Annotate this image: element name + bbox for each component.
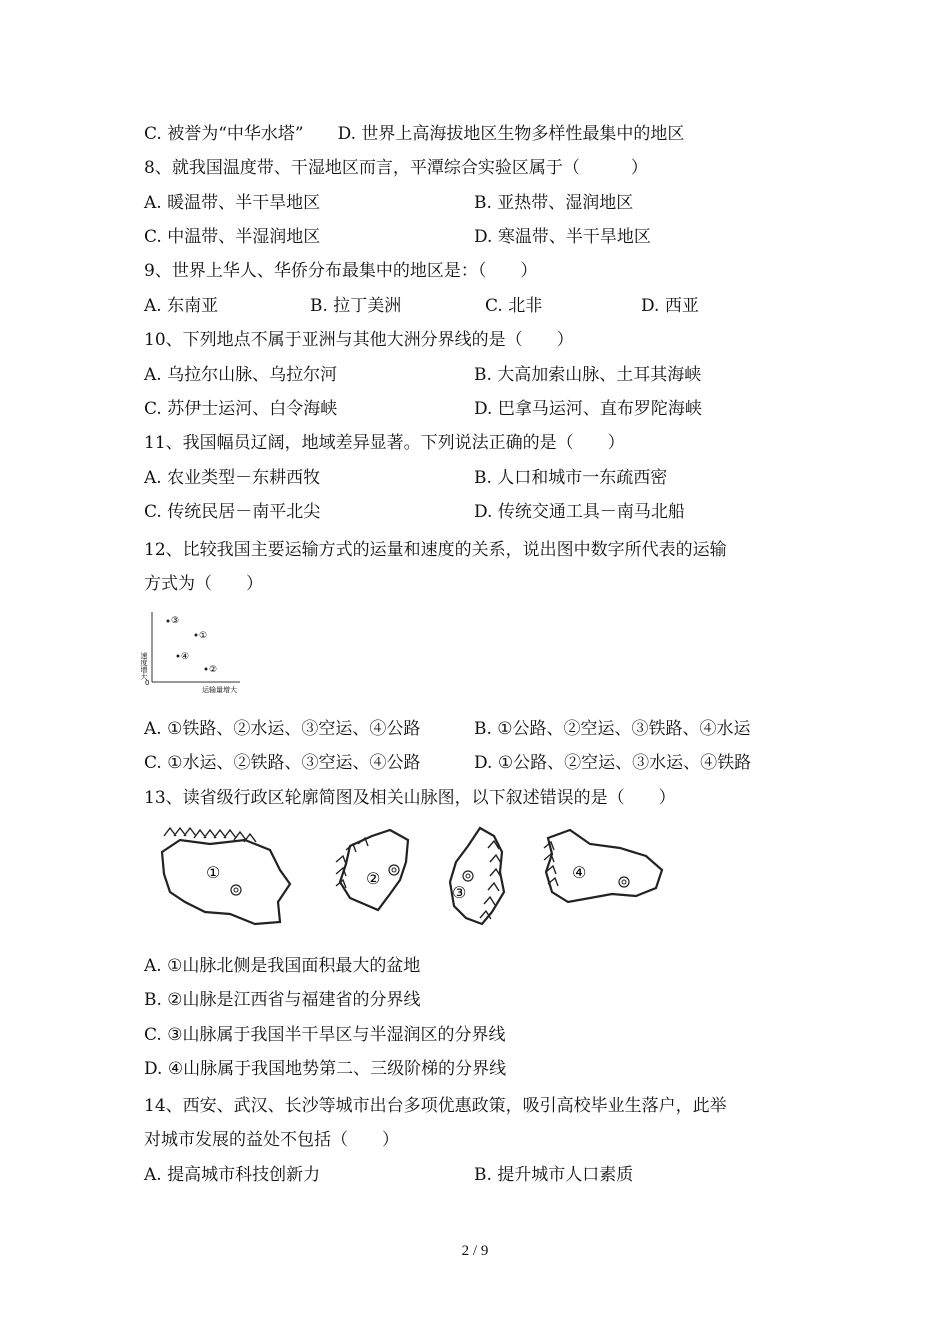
- x-axis-label: 运输量增大: [202, 686, 237, 694]
- q13-option-c: C. ③山脉属于我国半干旱区与半湿润区的分界线: [144, 1025, 506, 1045]
- capital-4: [619, 877, 629, 887]
- question-12-cont: 方式为（ ）: [144, 574, 263, 594]
- point-2: [205, 668, 208, 671]
- q11-option-d: D. 传统交通工具－南马北船: [474, 502, 685, 522]
- mountain-range-3: [480, 841, 501, 919]
- q10-option-d: D. 巴拿马运河、直布罗陀海峡: [474, 399, 702, 419]
- page-number: 2 / 9: [461, 1243, 489, 1259]
- q8-option-b: B. 亚热带、湿润地区: [474, 193, 634, 213]
- province-map-2: [336, 830, 408, 910]
- question-8: 8、就我国温度带、干湿地区而言，平潭综合实验区属于（ ）: [144, 158, 648, 178]
- province-maps: [150, 822, 670, 942]
- question-9: 9、世界上华人、华侨分布最集中的地区是：（ ）: [144, 261, 538, 281]
- point-1: [195, 634, 198, 637]
- q14-option-a: A. 提高城市科技创新力: [144, 1165, 321, 1185]
- question-12: 12、比较我国主要运输方式的运量和速度的关系，说出图中数字所代表的运输: [144, 540, 727, 560]
- map-3-label: ③: [452, 883, 467, 902]
- q9-option-a: A. 东南亚: [144, 296, 219, 316]
- q12-option-a: A. ①铁路、②水运、③空运、④公路: [144, 719, 421, 739]
- province-map-1: [162, 828, 290, 924]
- point-2-label: ②: [209, 665, 218, 675]
- map-1-label: ①: [206, 863, 221, 882]
- map-4-label: ④: [572, 863, 587, 882]
- q9-option-d: D. 西亚: [641, 296, 699, 316]
- question-13: 13、读省级行政区轮廓简图及相关山脉图，以下叙述错误的是（ ）: [144, 788, 676, 808]
- question-11: 11、我国幅员辽阔，地域差异显著。下列说法正确的是（ ）: [144, 433, 625, 453]
- q12-option-b: B. ①公路、②空运、③铁路、④水运: [474, 719, 751, 739]
- y-axis-label: 速度增大: [140, 652, 148, 680]
- point-3-label: ③: [171, 616, 180, 626]
- q11-option-c: C. 传统民居－南平北尖: [144, 502, 321, 522]
- q10-option-c: C. 苏伊士运河、白令海峡: [144, 399, 338, 419]
- q10-option-a: A. 乌拉尔山脉、乌拉尔河: [144, 365, 338, 385]
- q8-option-a: A. 暖温带、半干旱地区: [144, 193, 321, 213]
- q11-option-a: A. 农业类型－东耕西牧: [144, 468, 321, 488]
- point-4: [177, 655, 180, 658]
- point-3: [167, 620, 170, 623]
- province-map-3: [450, 828, 504, 924]
- q8-option-d: D. 寒温带、半干旱地区: [474, 227, 651, 247]
- q9-option-c: C. 北非: [485, 296, 543, 316]
- q11-option-b: B. 人口和城市一东疏西密: [474, 468, 668, 488]
- q12-option-d: D. ①公路、②空运、③水运、④铁路: [474, 753, 752, 773]
- capital-3: [463, 871, 473, 881]
- q10-option-b: B. 大高加索山脉、土耳其海峡: [474, 365, 702, 385]
- point-4-label: ④: [181, 652, 190, 662]
- map-2-label: ②: [366, 869, 381, 888]
- question-14-cont: 对城市发展的益处不包括（ ）: [144, 1130, 399, 1150]
- question-14: 14、西安、武汉、长沙等城市出台多项优惠政策，吸引高校毕业生落户，此举: [144, 1096, 727, 1116]
- q14-option-b: B. 提升城市人口素质: [474, 1165, 634, 1185]
- q9-option-b: B. 拉丁美洲: [310, 296, 402, 316]
- capital-1: [231, 885, 241, 895]
- transport-chart: [140, 608, 250, 696]
- capital-2: [389, 865, 399, 875]
- q8-option-c: C. 中温带、半湿润地区: [144, 227, 321, 247]
- q7-option-line: C. 被誉为“中华水塔” D. 世界上高海拔地区生物多样性最集中的地区: [144, 124, 685, 144]
- q13-option-d: D. ④山脉属于我国地势第二、三级阶梯的分界线: [144, 1059, 507, 1079]
- origin-label: 0: [145, 679, 150, 687]
- q13-option-b: B. ②山脉是江西省与福建省的分界线: [144, 990, 421, 1010]
- q12-option-c: C. ①水运、②铁路、③空运、④公路: [144, 753, 421, 773]
- province-map-4: [544, 830, 662, 902]
- q13-option-a: A. ①山脉北侧是我国面积最大的盆地: [144, 956, 421, 976]
- question-10: 10、下列地点不属于亚洲与其他大洲分界线的是（ ）: [144, 330, 574, 350]
- point-1-label: ①: [199, 631, 208, 641]
